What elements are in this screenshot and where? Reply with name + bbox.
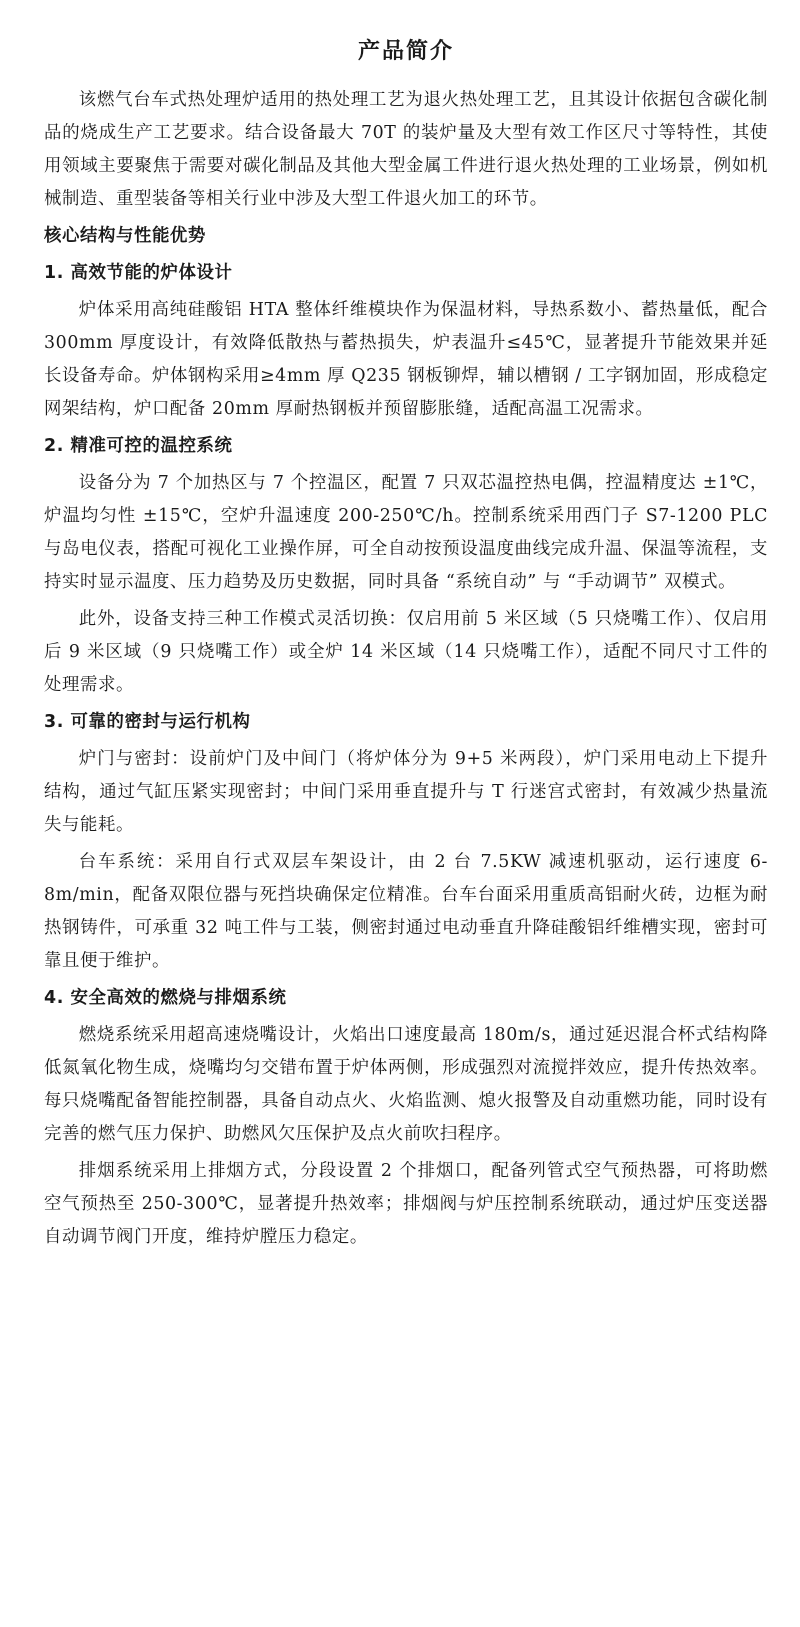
section-paragraph: 此外，设备支持三种工作模式灵活切换：仅启用前 5 米区域（5 只烧嘴工作）、仅启用后 9 米区域（9 只烧嘴工作）或全炉 14 米区域（14 只烧嘴工作），适配不同尺寸工件的处理需求。 [44,609,768,695]
page-title: 产品简介 [357,38,454,64]
section-paragraph: 燃烧系统采用超高速烧嘴设计，火焰出口速度最高 180m/s，通过延迟混合杯式结构降低氮氧化物生成，烧嘴均匀交错布置于炉体两侧，形成强烈对流搅拌效应，提升传热效率。每只烧嘴配备智能控制器，具备自动点火、火焰监测、熄火报警及自动重燃功能，同时设有完善的燃气压力保护、助燃风欠压保护及点火前吹扫程序。 [44,1025,768,1144]
section-heading: 2. 精准可控的温控系统 [44,436,233,456]
section-4 [44,982,768,1254]
section-paragraph: 台车系统：采用自行式双层车架设计，由 2 台 7.5KW 减速机驱动，运行速度 6-8m/min，配备双限位器与死挡块确保定位精准。台车台面采用重质高铝耐火砖，边框为耐热钢铸件，可承重 32 吨工件与工装，侧密封通过电动垂直升降硅酸铝纤维槽实现，密封可靠且便于维护。 [44,852,768,971]
section-1 [44,257,768,426]
section-paragraph: 炉体采用高纯硅酸铝 HTA 整体纤维模块作为保温材料，导热系数小、蓄热量低，配合 300mm 厚度设计，有效降低散热与蓄热损失，炉表温升≤45℃，显著提升节能效果并延长设备寿命。炉体钢构采用≥4mm 厚 Q235 钢板铆焊，辅以槽钢 / 工字钢加固，形成稳定网架结构，炉口配备 20mm 厚耐热钢板并预留膨胀缝，适配高温工况需求。 [44,300,768,419]
section-paragraph: 排烟系统采用上排烟方式，分段设置 2 个排烟口，配备列管式空气预热器，可将助燃空气预热至 250-300℃，显著提升热效率；排烟阀与炉压控制系统联动，通过炉压变送器自动调节阀门开度，维持炉膛压力稳定。 [44,1161,768,1247]
section-heading: 4. 安全高效的燃烧与排烟系统 [44,988,287,1008]
section-paragraph: 设备分为 7 个加热区与 7 个控温区，配置 7 只双芯温控热电偶，控温精度达 ±1℃，炉温均匀性 ±15℃，空炉升温速度 200-250℃/h。控制系统采用西门子 S7-1200 PLC 与岛电仪表，搭配可视化工业操作屏，可全自动按预设温度曲线完成升温、保温等流程，支持实时显示温度、压力趋势及历史数据，同时具备 “系统自动” 与 “手动调节” 双模式。 [44,473,768,592]
section-paragraph: 炉门与密封：设前炉门及中间门（将炉体分为 9+5 米两段），炉门采用电动上下提升结构，通过气缸压紧实现密封；中间门采用垂直提升与 T 行迷宫式密封，有效减少热量流失与能耗。 [44,749,768,835]
intro-paragraph: 该燃气台车式热处理炉适用的热处理工艺为退火热处理工艺，且其设计依据包含碳化制品的烧成生产工艺要求。结合设备最大 70T 的装炉量及大型有效工作区尺寸等特性，其使用领域主要聚焦于需要对碳化制品及其他大型金属工件进行退火热处理的工业场景，例如机械制造、重型装备等相关行业中涉及大型工件退火加工的环节。 [44,90,768,209]
section-2 [44,430,768,702]
section-heading: 1. 高效节能的炉体设计 [44,263,233,283]
core-heading: 核心结构与性能优势 [44,226,206,246]
section-heading: 3. 可靠的密封与运行机构 [44,712,251,732]
section-3 [44,706,768,978]
